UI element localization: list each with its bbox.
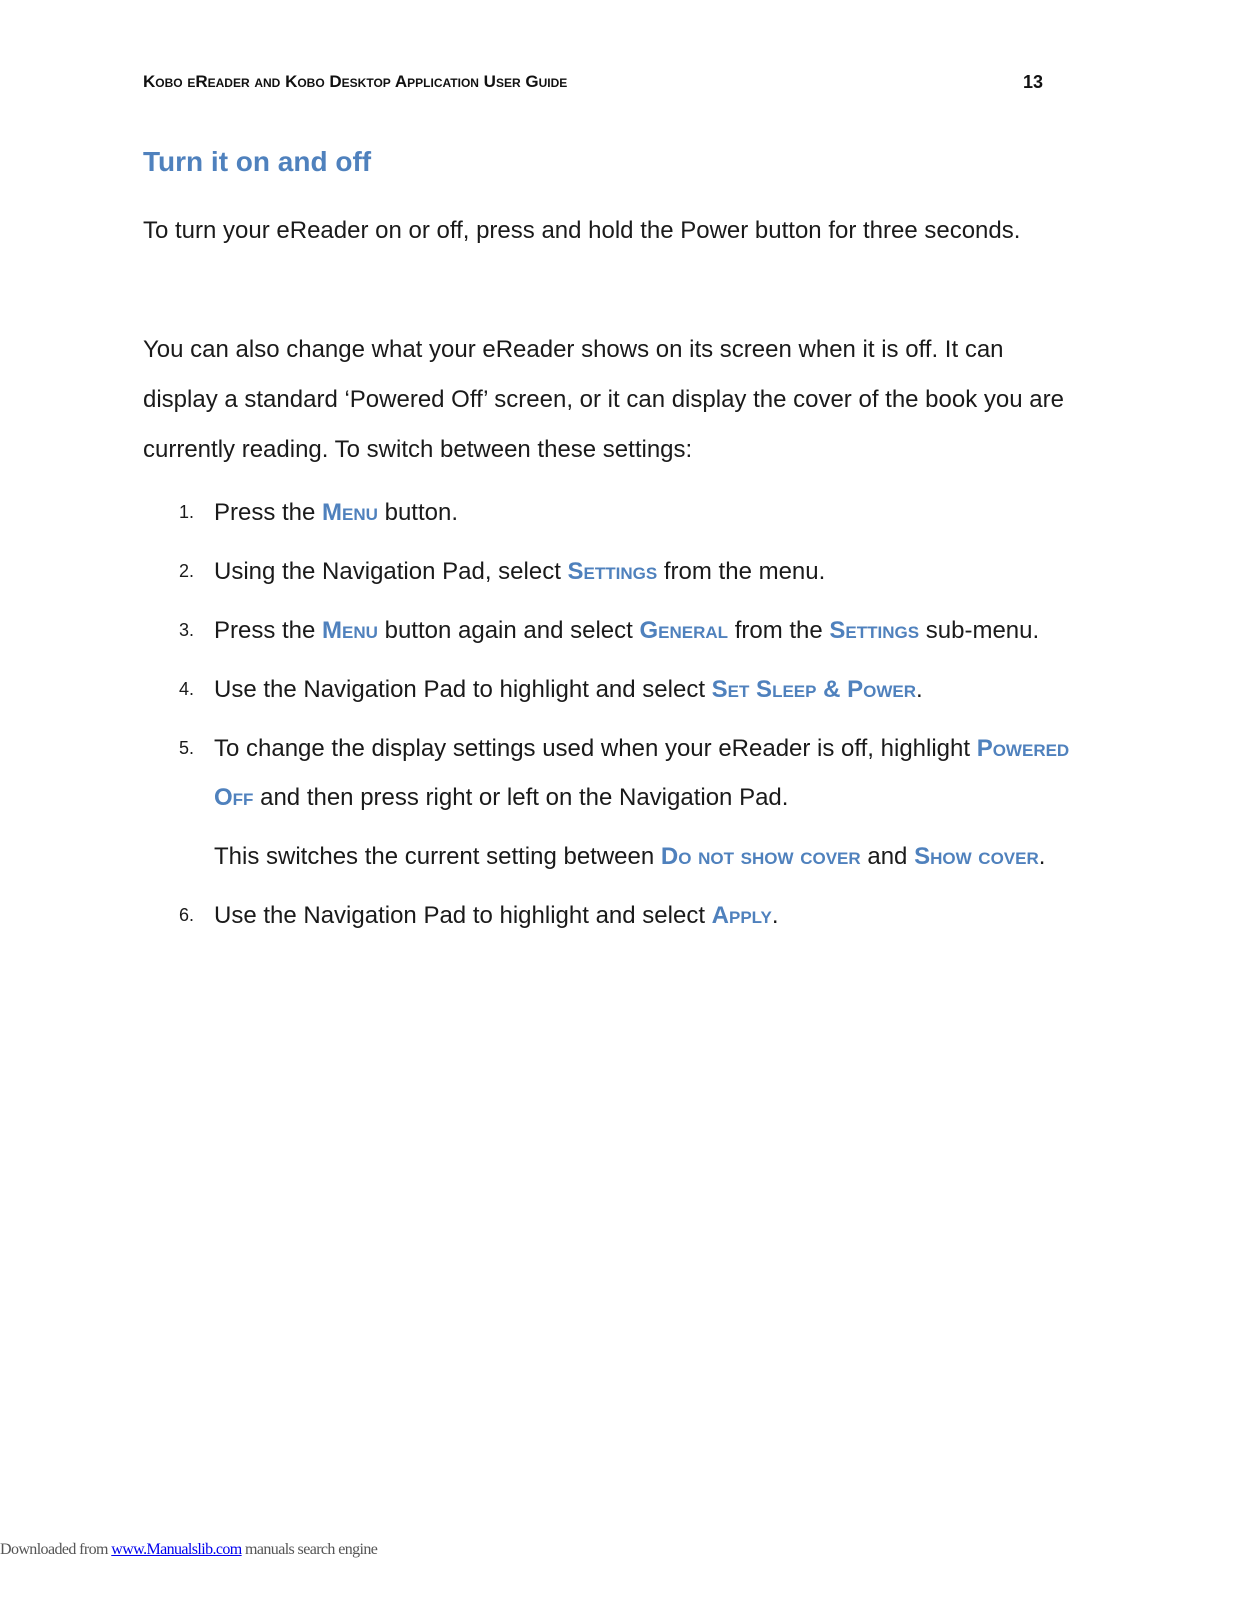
step-text: from the (728, 617, 830, 644)
step-text: button. (377, 499, 458, 526)
intro-paragraph: To turn your eReader on or off, press and hold the Power button for three seconds. (143, 217, 1021, 244)
section-heading: Turn it on and off (143, 146, 372, 177)
step-text: Press the (214, 499, 323, 526)
list-item (143, 665, 1083, 714)
page-number: 13 (1022, 72, 1043, 92)
do-not-show-cover-keyword: Do not show cover (660, 843, 861, 870)
show-cover-keyword: Show cover (914, 843, 1039, 870)
powered-off-keyword: Powered Off (214, 735, 1070, 811)
step-text: . (1038, 843, 1046, 870)
step-text: . (771, 902, 779, 929)
step-note (214, 832, 1083, 881)
step-text: sub-menu. (919, 617, 1040, 644)
settings-keyword: Settings (829, 617, 920, 644)
step-text: button again and select (377, 617, 640, 644)
list-item (143, 488, 1083, 537)
step-number: 6. (179, 905, 195, 925)
list-item (143, 891, 1083, 940)
step-text: Use the Navigation Pad to highlight and select (214, 676, 712, 703)
step-number: 3. (179, 620, 195, 640)
step-text: Press the (214, 617, 323, 644)
settings-keyword: Settings (567, 558, 658, 585)
sleep-power-keyword: Set Sleep & Power (711, 676, 917, 703)
step-text: from the menu. (657, 558, 826, 585)
step-number: 2. (179, 561, 195, 581)
step-text: . (916, 676, 923, 703)
step-number: 5. (179, 738, 195, 758)
step-text: Use the Navigation Pad to highlight and select (214, 902, 712, 929)
steps-list (143, 488, 1083, 950)
step-text: To change the display settings used when your eReader is off, highlight (214, 735, 977, 762)
step-number: 1. (179, 502, 195, 522)
general-keyword: General (639, 617, 729, 644)
settings-paragraph: You can also change what your eReader shows on its screen when it is off. It can display a standard ‘Powered Off’ screen, or it can display the cover of the book you are currently reading. To switch between these settings: (143, 336, 1064, 463)
footer-suffix: manuals search engine (241, 1541, 378, 1558)
download-footer (0, 1541, 377, 1559)
list-item (143, 606, 1083, 655)
list-item (143, 724, 1083, 881)
menu-keyword: Menu (322, 617, 378, 644)
step-text: and (860, 843, 915, 870)
step-text: Using the Navigation Pad, select (214, 558, 568, 585)
step-text: and then press right or left on the Navigation Pad. (253, 784, 789, 811)
running-header (143, 72, 1043, 96)
list-item (143, 547, 1083, 596)
step-text: This switches the current setting between (214, 843, 661, 870)
manualslib-link[interactable]: www.Manualslib.com (111, 1541, 242, 1558)
apply-keyword: Apply (711, 902, 772, 929)
menu-keyword: Menu (322, 499, 378, 526)
header-title: Kobo eReader and Kobo Desktop Application User Guide (143, 72, 568, 91)
footer-prefix: Downloaded from (0, 1541, 112, 1558)
step-number: 4. (179, 679, 195, 699)
